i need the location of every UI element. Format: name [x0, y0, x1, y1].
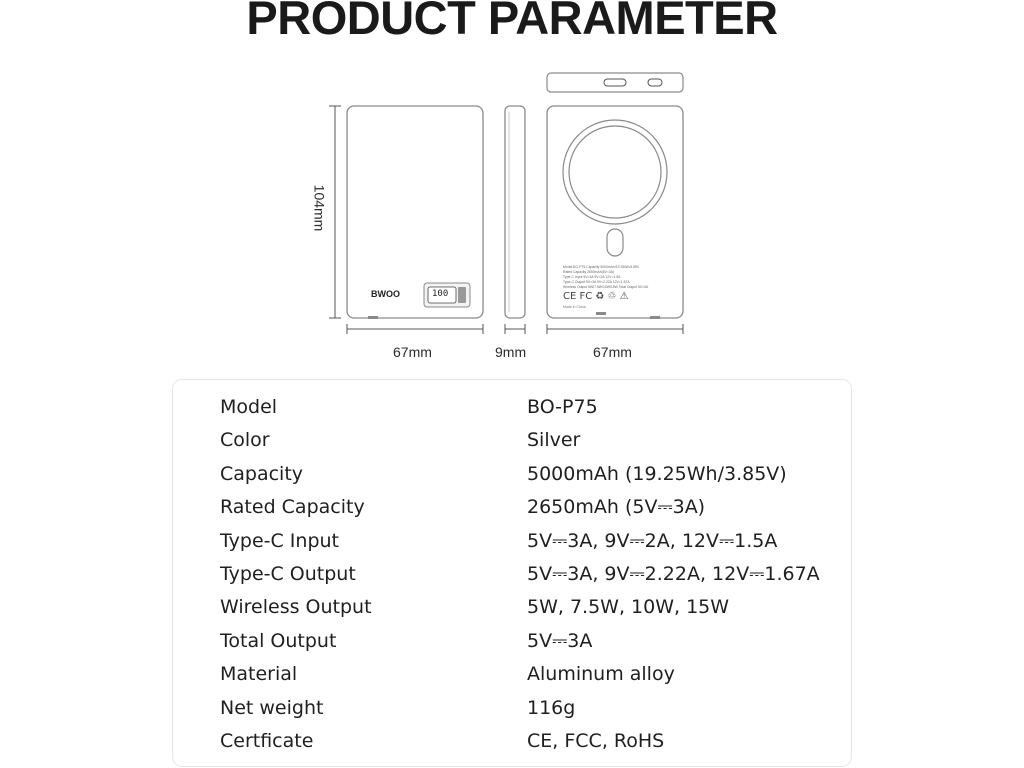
label-line: Model BO-P75 Capacity 5000mAh/19.25Wh/3.85V — [563, 265, 640, 269]
spec-value: Aluminum alloy — [527, 663, 675, 685]
front-view — [347, 106, 483, 319]
spec-value: 116g — [527, 697, 576, 719]
spec-key: Color — [220, 429, 270, 451]
spec-key: Net weight — [220, 697, 324, 719]
spec-row-certificate — [220, 726, 840, 756]
spec-value: Silver — [527, 429, 581, 451]
spec-key: Capacity — [220, 463, 304, 485]
spec-table — [172, 379, 852, 767]
spec-key: Type-C Input — [220, 530, 340, 552]
product-diagram — [0, 0, 1024, 380]
spec-key: Wireless Output — [220, 596, 372, 618]
spec-row-wireless-output — [220, 592, 840, 622]
page-title: PRODUCT PARAMETER — [246, 0, 778, 44]
label-line: Rated Capacity 2650mAh(5V=3A) — [563, 270, 615, 274]
spec-key: Material — [220, 663, 298, 685]
product-drawing — [0, 0, 1024, 380]
spec-value: 5V⎓3A, 9V⎓2A, 12V⎓1.5A — [527, 530, 778, 552]
spec-row-rated-capacity — [220, 492, 840, 522]
spec-row-net-weight — [220, 693, 840, 723]
spec-row-model — [220, 392, 840, 422]
label-line: Type-C Output 5V=3A 9V=2.22A 12V=1.67A — [563, 280, 630, 284]
brand-logo: BWOO — [371, 289, 400, 299]
made-in-text: Made in China — [563, 305, 586, 309]
spec-row-color — [220, 425, 840, 455]
top-view — [547, 73, 683, 92]
label-line: Wireless Output 5W/7.5W/10W/15W Total Output 5V=3A — [563, 285, 649, 289]
spec-value: BO-P75 — [527, 396, 598, 418]
label-line: Type-C Input 5V=3A 9V=2A 12V=1.5A — [563, 275, 621, 279]
thickness-label: 9mm — [495, 344, 527, 360]
spec-value: 5000mAh (19.25Wh/3.85V) — [527, 463, 787, 485]
spec-key: Model — [220, 396, 278, 418]
certification-marks: CE FC ♻ ♲ ⚠ — [563, 291, 629, 302]
spec-key: Certficate — [220, 730, 314, 752]
front-width-label: 67mm — [393, 344, 432, 360]
spec-value: 5V⎓3A — [527, 630, 593, 652]
spec-row-typec-output — [220, 559, 840, 589]
spec-row-total-output — [220, 626, 840, 656]
spec-row-material — [220, 659, 840, 689]
spec-value: 5W, 7.5W, 10W, 15W — [527, 596, 730, 618]
spec-value: 5V⎓3A, 9V⎓2.22A, 12V⎓1.67A — [527, 563, 820, 585]
width-dimension-lines — [347, 324, 683, 334]
spec-value: CE, FCC, RoHS — [527, 730, 665, 752]
back-label-text — [563, 265, 673, 290]
spec-key: Rated Capacity — [220, 496, 365, 518]
side-view — [505, 106, 525, 318]
spec-row-capacity — [220, 459, 840, 489]
back-width-label: 67mm — [593, 344, 632, 360]
spec-value: 2650mAh (5V⎓3A) — [527, 496, 706, 518]
spec-key: Type-C Output — [220, 563, 356, 585]
battery-display: 100 — [432, 289, 449, 299]
height-label: 104mm — [311, 184, 328, 232]
spec-key: Total Output — [220, 630, 337, 652]
height-dimension-line — [329, 106, 341, 318]
spec-row-typec-input — [220, 526, 840, 556]
